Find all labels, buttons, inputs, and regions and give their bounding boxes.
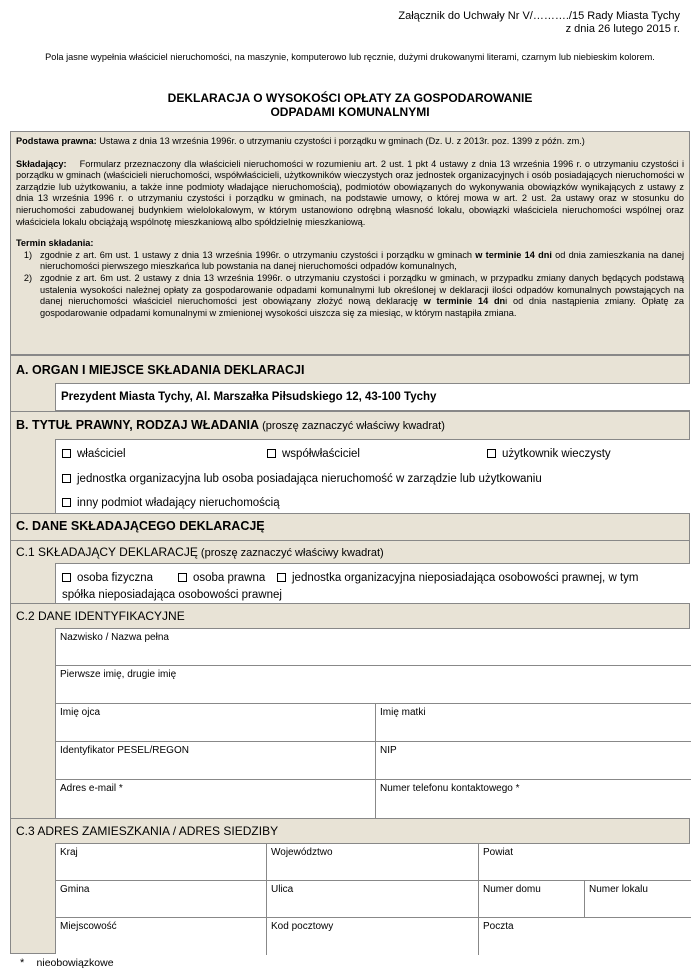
owner-checkbox[interactable] [62, 449, 71, 458]
other-entity-checkbox[interactable] [62, 498, 71, 507]
house-number-field[interactable] [479, 881, 585, 918]
first-names-field[interactable] [56, 666, 691, 704]
section-c1-title [16, 545, 384, 559]
option-natural-person[interactable] [62, 572, 153, 584]
section-a [10, 355, 690, 411]
deadline-number: 1) [23, 249, 33, 260]
post-office-field[interactable] [479, 918, 691, 955]
deadline-item [16, 250, 684, 273]
house-number-label: Numer domu [483, 884, 541, 895]
section-c1-note: (proszę zaznaczyć właściwy kwadrat) [197, 547, 384, 559]
section-c [10, 513, 690, 540]
deadline-label: Termin składania: [16, 238, 94, 249]
city-field[interactable] [56, 918, 267, 955]
co-owner-label: współwłaściciel [282, 448, 360, 460]
phone-label: Numer telefonu kontaktowego * [380, 783, 520, 794]
attachment-line-2: z dnia 26 lutego 2015 r. [565, 23, 680, 35]
email-label: Adres e-mail * [60, 783, 123, 794]
father-name-field[interactable] [56, 704, 376, 742]
deadline-text-post: i od dnia nastąpienia zmiany. Opłatę za gospodarowanie odpadami komunalnymi w zmienionej wysokości uiszcza się za miesiąc, w którym nastąpiła zmiana. [40, 296, 684, 318]
other-entity-label: inny podmiot władający nieruchomością [77, 497, 280, 509]
attachment-line-1: Załącznik do Uchwały Nr V/………./15 Rady Miasta Tychy [398, 10, 680, 22]
section-a-title: A. ORGAN I MIEJSCE SKŁADANIA DEKLARACJI [16, 363, 305, 377]
deadline-text [40, 250, 684, 273]
deadline-text-bold: w terminie 14 dn [423, 296, 506, 307]
title-line-1: DEKLARACJA O WYSOKOŚCI OPŁATY ZA GOSPODAROWANIE [167, 91, 533, 105]
mother-name-label: Imię matki [380, 707, 426, 718]
ownership-options [55, 439, 690, 514]
organizational-unit-label: jednostka organizacyjna lub osoba posiadająca nieruchomość w zarządzie lub użytkowaniu [77, 473, 542, 485]
deadline-heading [16, 238, 684, 250]
flat-number-field[interactable] [585, 881, 691, 918]
postcode-field[interactable] [267, 918, 479, 955]
surname-label: Nazwisko / Nazwa pełna [60, 632, 169, 643]
pesel-field[interactable] [56, 742, 376, 780]
unit-without-legal-personality-checkbox[interactable] [277, 573, 286, 582]
filer-text: Formularz przeznaczony dla właścicieli nieruchomości w rozumieniu art. 2 ust. 1 pkt 4 ustawy z dnia 13 września 1996 r. o utrzymaniu czystości i porządku w gminach (właścicieli nieruchomości, współwłaścicieli, użytkowników wieczystych oraz jednostek organizacyjnych i osób posiadających nieruchomości w zarządzie lub użytkowaniu, a także inne podmioty władające nieruchomością), podmiotów obowiązanych do wykonywania obowiązków wynikających z ustawy z dnia 13 września 1996 r. o utrzymaniu czystości i porządku w gminach, na podstawie umowy, o której mowa w art. 2 ust. 2a ustawy oraz w stosunku do nieruchomości zabudowanej budynkiem wielolokalowym, w którym ustanowiono odrębną własność lokalu, obowiązki właściciela nieruchomości wspólnej oraz właściciela lokalu obciążają wspólnotę mieszkaniową albo spółdzielnię mieszkaniową. [16, 158, 684, 227]
natural-person-checkbox[interactable] [62, 573, 71, 582]
option-unit-without-legal-personality[interactable] [277, 572, 638, 584]
province-field[interactable] [267, 844, 479, 881]
co-owner-checkbox[interactable] [267, 449, 276, 458]
attachment-header [398, 10, 680, 36]
natural-person-label: osoba fizyczna [77, 572, 154, 584]
footnote [20, 957, 114, 969]
section-c2-title: C.2 DANE IDENTYFIKACYJNE [16, 609, 185, 623]
filer-label: Składający: [16, 158, 67, 169]
section-c-title: C. DANE SKŁADAJĄCEGO DEKLARACJĘ [16, 519, 265, 533]
address-grid [55, 843, 690, 954]
deadline-list [16, 250, 684, 320]
street-field[interactable] [267, 881, 479, 918]
document-title [40, 91, 660, 119]
district-label: Powiat [483, 847, 514, 858]
post-office-label: Poczta [483, 921, 514, 932]
instructions-text: Pola jasne wypełnia właściciel nieruchomości, na maszynie, komputerowo lub ręcznie, dużymi drukowanymi literami, czarnym lub niebieskim kolorem. [45, 52, 655, 62]
organ-value: Prezydent Miasta Tychy, Al. Marszałka Piłsudskiego 12, 43-100 Tychy [61, 391, 437, 403]
legal-basis-label: Podstawa prawna: [16, 136, 97, 146]
section-c1-title-text: C.1 SKŁADAJĄCY DEKLARACJĘ [16, 545, 198, 559]
nip-label: NIP [380, 745, 397, 756]
option-other-entity[interactable] [62, 497, 280, 509]
city-label: Miejscowość [60, 921, 117, 932]
deadline-text-pre: zgodnie z art. 6m ust. 1 ustawy z dnia 13 września 1996r. o utrzymaniu czystości i porządku w gminach [40, 249, 476, 260]
section-c3 [10, 818, 690, 954]
filer-info [16, 159, 684, 229]
section-b-note: (proszę zaznaczyć właściwy kwadrat) [259, 420, 445, 432]
perpetual-user-checkbox[interactable] [487, 449, 496, 458]
country-label: Kraj [60, 847, 78, 858]
legal-basis [16, 136, 684, 148]
commune-label: Gmina [60, 884, 90, 895]
deadline-text-bold: w terminie 14 dni [475, 249, 552, 260]
title-line-2: ODPADAMI KOMUNALNYMI [270, 105, 430, 119]
deadline-text [40, 273, 684, 319]
legal-person-checkbox[interactable] [178, 573, 187, 582]
option-organizational-unit[interactable] [62, 473, 542, 485]
unit-without-legal-personality-label: jednostka organizacyjna nieposiadająca osobowości prawnej, w tym [292, 572, 639, 584]
district-field[interactable] [479, 844, 691, 881]
pesel-label: Identyfikator PESEL/REGON [60, 745, 189, 756]
filer-type-options [55, 563, 690, 604]
perpetual-user-label: użytkownik wieczysty [502, 448, 611, 460]
father-name-label: Imię ojca [60, 707, 101, 718]
postcode-label: Kod pocztowy [271, 921, 334, 932]
street-label: Ulica [271, 884, 294, 895]
deadline-number: 2) [23, 272, 33, 283]
legal-basis-box [10, 131, 690, 355]
option-perpetual-user[interactable] [487, 448, 611, 460]
country-field[interactable] [56, 844, 267, 881]
surname-field[interactable] [56, 629, 691, 666]
flat-number-label: Numer lokalu [589, 884, 648, 895]
section-c2 [10, 603, 690, 818]
commune-field[interactable] [56, 881, 267, 918]
section-c3-title: C.3 ADRES ZAMIESZKANIA / ADRES SIEDZIBY [16, 824, 279, 838]
option-owner[interactable] [62, 448, 126, 460]
footnote-text: nieobowiązkowe [36, 957, 114, 969]
email-field[interactable] [56, 780, 376, 820]
nip-field[interactable] [376, 742, 691, 780]
section-b-title [16, 418, 445, 432]
section-b [10, 411, 690, 513]
owner-label: właściciel [77, 448, 126, 460]
organ-field [55, 383, 690, 411]
section-c1 [10, 540, 690, 603]
option-unit-continuation: spółka nieposiadająca osobowości prawnej [62, 589, 282, 601]
deadline-text-pre: zgodnie z art. 6m ust. 2 ustawy z dnia 13 września 1996r. o utrzymaniu czystości i porządku w gminach, w przypadku zmiany danych będących podstawą ustalenia wysokości należnej opłaty za gospodarowanie odpadami komunalnymi lub określonej w deklaracji ilości odpadów komunalnych powstających na danej nieruchomości właściciel nieruchomości jest obowiązany złożyć nową deklarację [40, 272, 684, 307]
section-b-title-text: B. TYTUŁ PRAWNY, RODZAJ WŁADANIA [16, 418, 260, 432]
mother-name-field[interactable] [376, 704, 691, 742]
identification-grid [55, 628, 690, 819]
legal-person-label: osoba prawna [193, 572, 266, 584]
first-names-label: Pierwsze imię, drugie imię [60, 669, 177, 680]
option-co-owner[interactable] [267, 448, 360, 460]
province-label: Województwo [271, 847, 333, 858]
organizational-unit-checkbox[interactable] [62, 474, 71, 483]
deadline-item [16, 273, 684, 319]
phone-field[interactable] [376, 780, 691, 820]
legal-basis-text: Ustawa z dnia 13 września 1996r. o utrzymaniu czystości i porządku w gminach (Dz. U. z 2013r. poz. 1399 z późn. zm.) [96, 136, 585, 146]
footnote-mark: * [20, 957, 25, 969]
deadline-text-post: od dnia zamieszkania na danej nieruchomości pierwszego mieszkańca lub powstania na danej nieruchomości odpadów komunalnych, [40, 249, 684, 272]
option-legal-person[interactable] [178, 572, 265, 584]
